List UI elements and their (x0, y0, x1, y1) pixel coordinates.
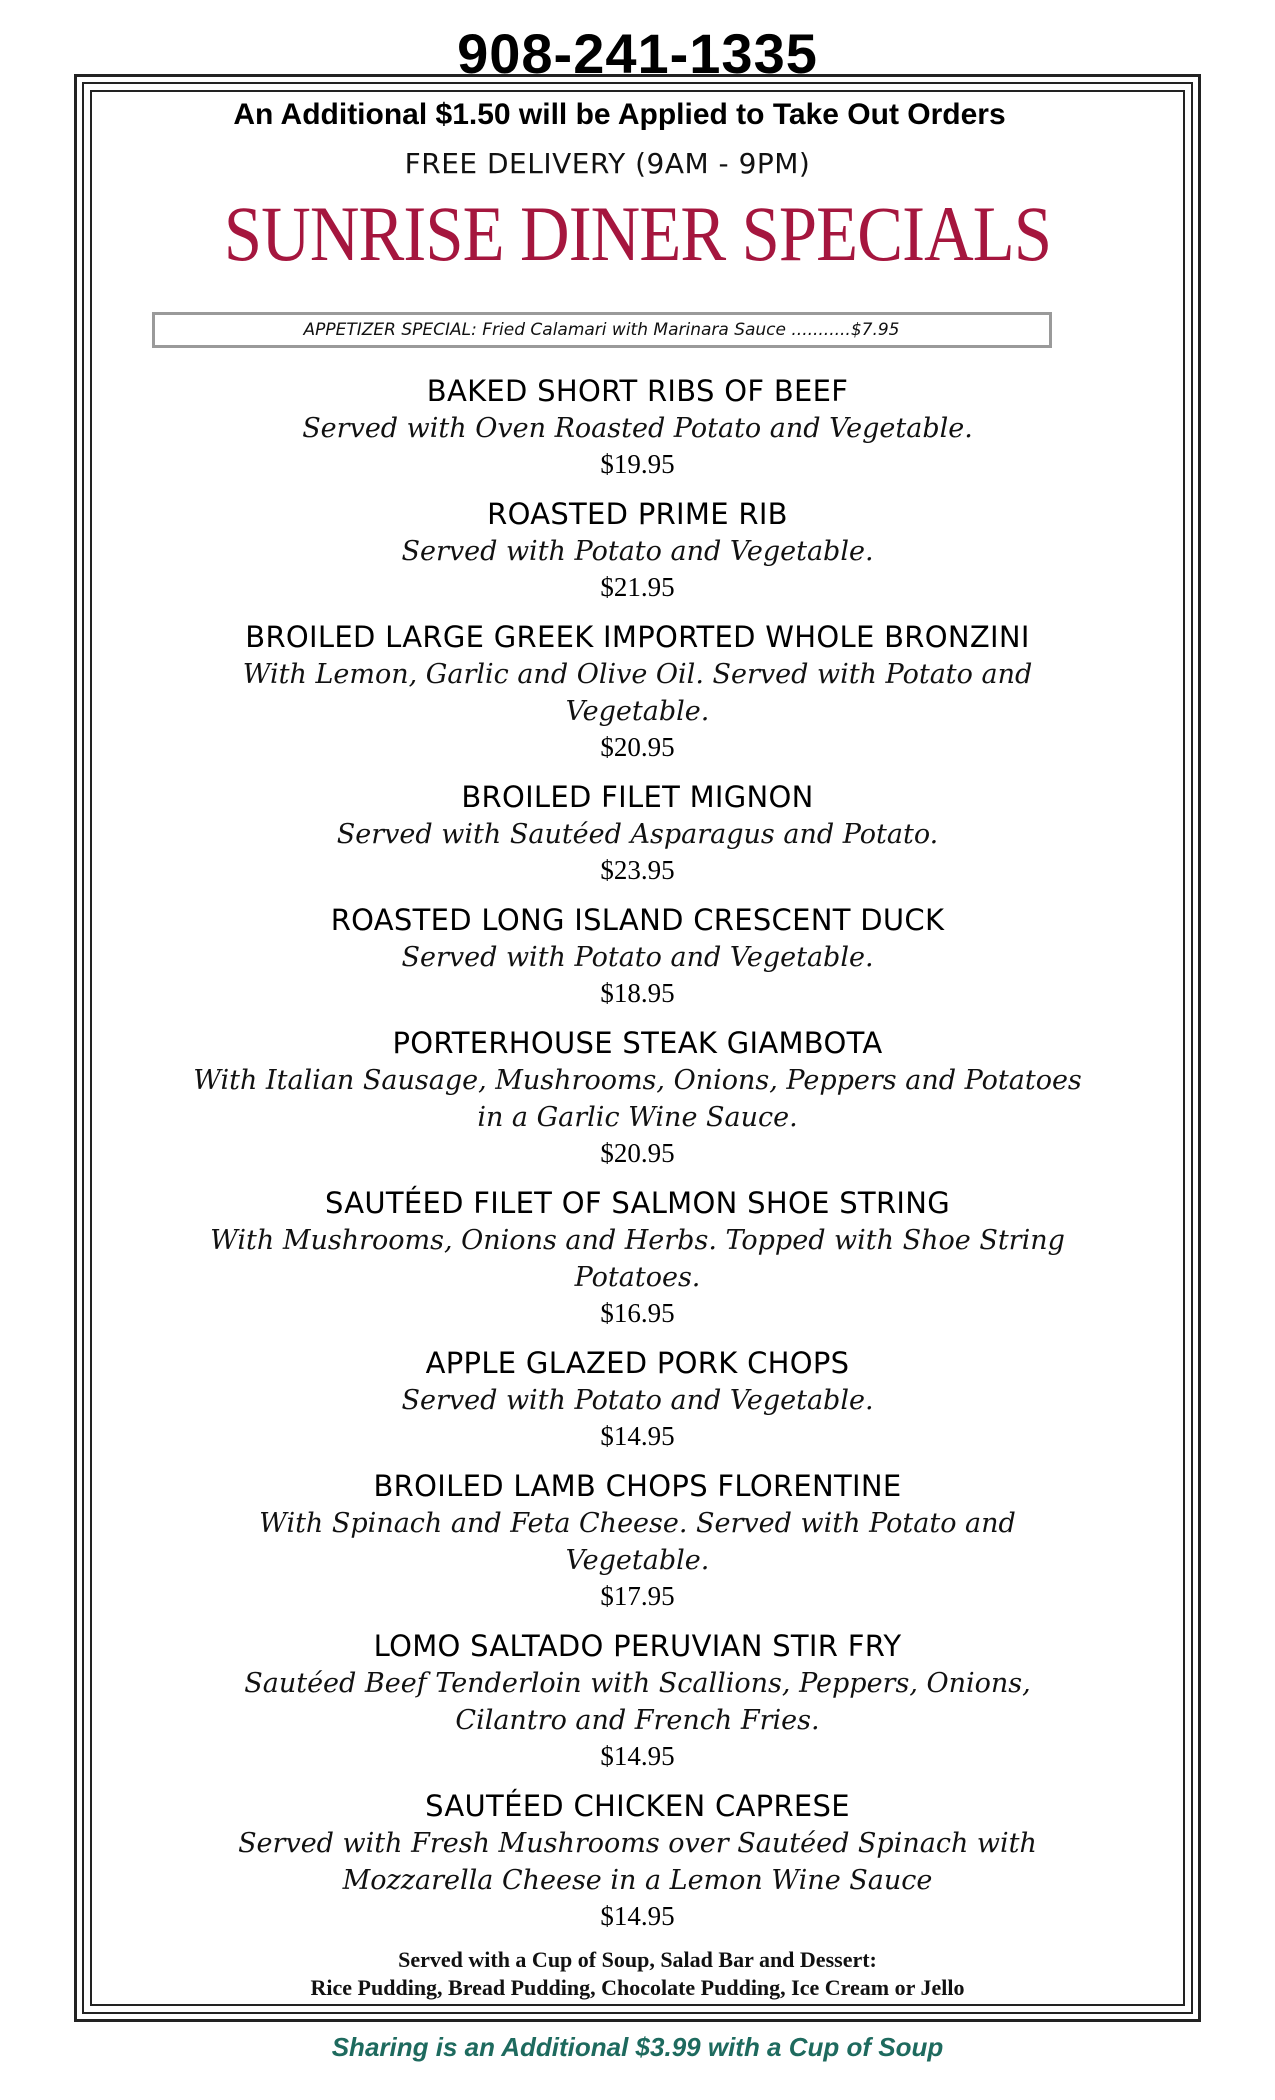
menu-item-description: Served with Oven Roasted Potato and Vegetable. (302, 413, 973, 444)
menu-item-description: Sautéed Beef Tenderloin with Scallions, Peppers, Onions, Cilantro and French Fries. (244, 1668, 1031, 1736)
menu-item-description: Served with Potato and Vegetable. (401, 536, 874, 567)
menu-item-name: SAUTÉED CHICKEN CAPRESE (425, 1789, 850, 1823)
menu-item (90, 495, 1185, 604)
menu-item-name: PORTERHOUSE STEAK GIAMBOTA (392, 1026, 883, 1060)
menu-item-description: With Spinach and Feta Cheese. Served with Potato and Vegetable. (259, 1508, 1016, 1576)
menu-item-description: Served with Potato and Vegetable. (401, 1385, 874, 1416)
menu-item (90, 778, 1185, 887)
phone-number: 908-241-1335 (457, 22, 818, 85)
menu-item-price: $20.95 (600, 732, 675, 762)
served-with-note: Served with a Cup of Soup, Salad Bar and Dessert: (398, 1947, 877, 1972)
menu-item-price: $23.95 (600, 855, 675, 885)
menu-item-price: $20.95 (600, 1138, 675, 1168)
menu-content (90, 96, 1185, 2001)
page-title: SUNRISE DINER SPECIALS (223, 190, 1052, 277)
menu-item (90, 1024, 1185, 1170)
menu-item-description: Served with Fresh Mushrooms over Sautéed Spinach with Mozzarella Cheese in a Lemon Wine Sauce (238, 1828, 1037, 1896)
menu-item-price: $21.95 (600, 572, 675, 602)
menu-item-name: SAUTÉED FILET OF SALMON SHOE STRING (324, 1186, 951, 1220)
menu-item-description: Served with Potato and Vegetable. (401, 942, 874, 973)
menu-item-price: $19.95 (600, 449, 675, 479)
menu-item-name: ROASTED LONG ISLAND CRESCENT DUCK (330, 903, 945, 937)
menu-item-name: LOMO SALTADO PERUVIAN STIR FRY (373, 1629, 902, 1663)
menu-item-price: $14.95 (600, 1741, 675, 1771)
menu-item-price: $14.95 (600, 1901, 675, 1931)
menu-item-name: BAKED SHORT RIBS OF BEEF (426, 374, 849, 408)
menu-item (90, 1787, 1185, 1933)
menu-item-name: BROILED FILET MIGNON (461, 780, 814, 814)
delivery-notice: FREE DELIVERY (9AM - 9PM) (404, 147, 811, 180)
appetizer-special: APPETIZER SPECIAL: Fried Calamari with Marinara Sauce ...........$7.95 (152, 312, 1052, 348)
menu-item (90, 1184, 1185, 1330)
sharing-notice: Sharing is an Additional $3.99 with a Cup of Soup (331, 2032, 944, 2062)
menu-item-description: Served with Sautéed Asparagus and Potato. (336, 819, 939, 850)
menu-item (90, 901, 1185, 1010)
menu-item-name: ROASTED PRIME RIB (487, 497, 788, 531)
menu-item (90, 618, 1185, 764)
menu-item-price: $18.95 (600, 978, 675, 1008)
specials-list (90, 372, 1185, 1933)
menu-item (90, 1627, 1185, 1773)
menu-item (90, 1344, 1185, 1453)
takeout-notice: An Additional $1.50 will be Applied to Take Out Orders (233, 98, 1006, 131)
menu-item (90, 372, 1185, 481)
menu-item-price: $17.95 (600, 1581, 675, 1611)
menu-item-description: With Italian Sausage, Mushrooms, Onions, Peppers and Potatoes in a Garlic Wine Sauce. (193, 1065, 1082, 1133)
menu-item-description: With Lemon, Garlic and Olive Oil. Served with Potato and Vegetable. (242, 659, 1033, 727)
menu-item-price: $14.95 (600, 1421, 675, 1451)
menu-item-name: BROILED LARGE GREEK IMPORTED WHOLE BRONZINI (245, 620, 1030, 654)
menu-item-price: $16.95 (600, 1298, 675, 1328)
menu-item-description: With Mushrooms, Onions and Herbs. Topped with Shoe String Potatoes. (210, 1225, 1065, 1293)
menu-item (90, 1467, 1185, 1613)
menu-item-name: BROILED LAMB CHOPS FLORENTINE (373, 1469, 902, 1503)
menu-item-name: APPLE GLAZED PORK CHOPS (425, 1346, 850, 1380)
dessert-options: Rice Pudding, Bread Pudding, Chocolate Pudding, Ice Cream or Jello (310, 1975, 965, 2000)
